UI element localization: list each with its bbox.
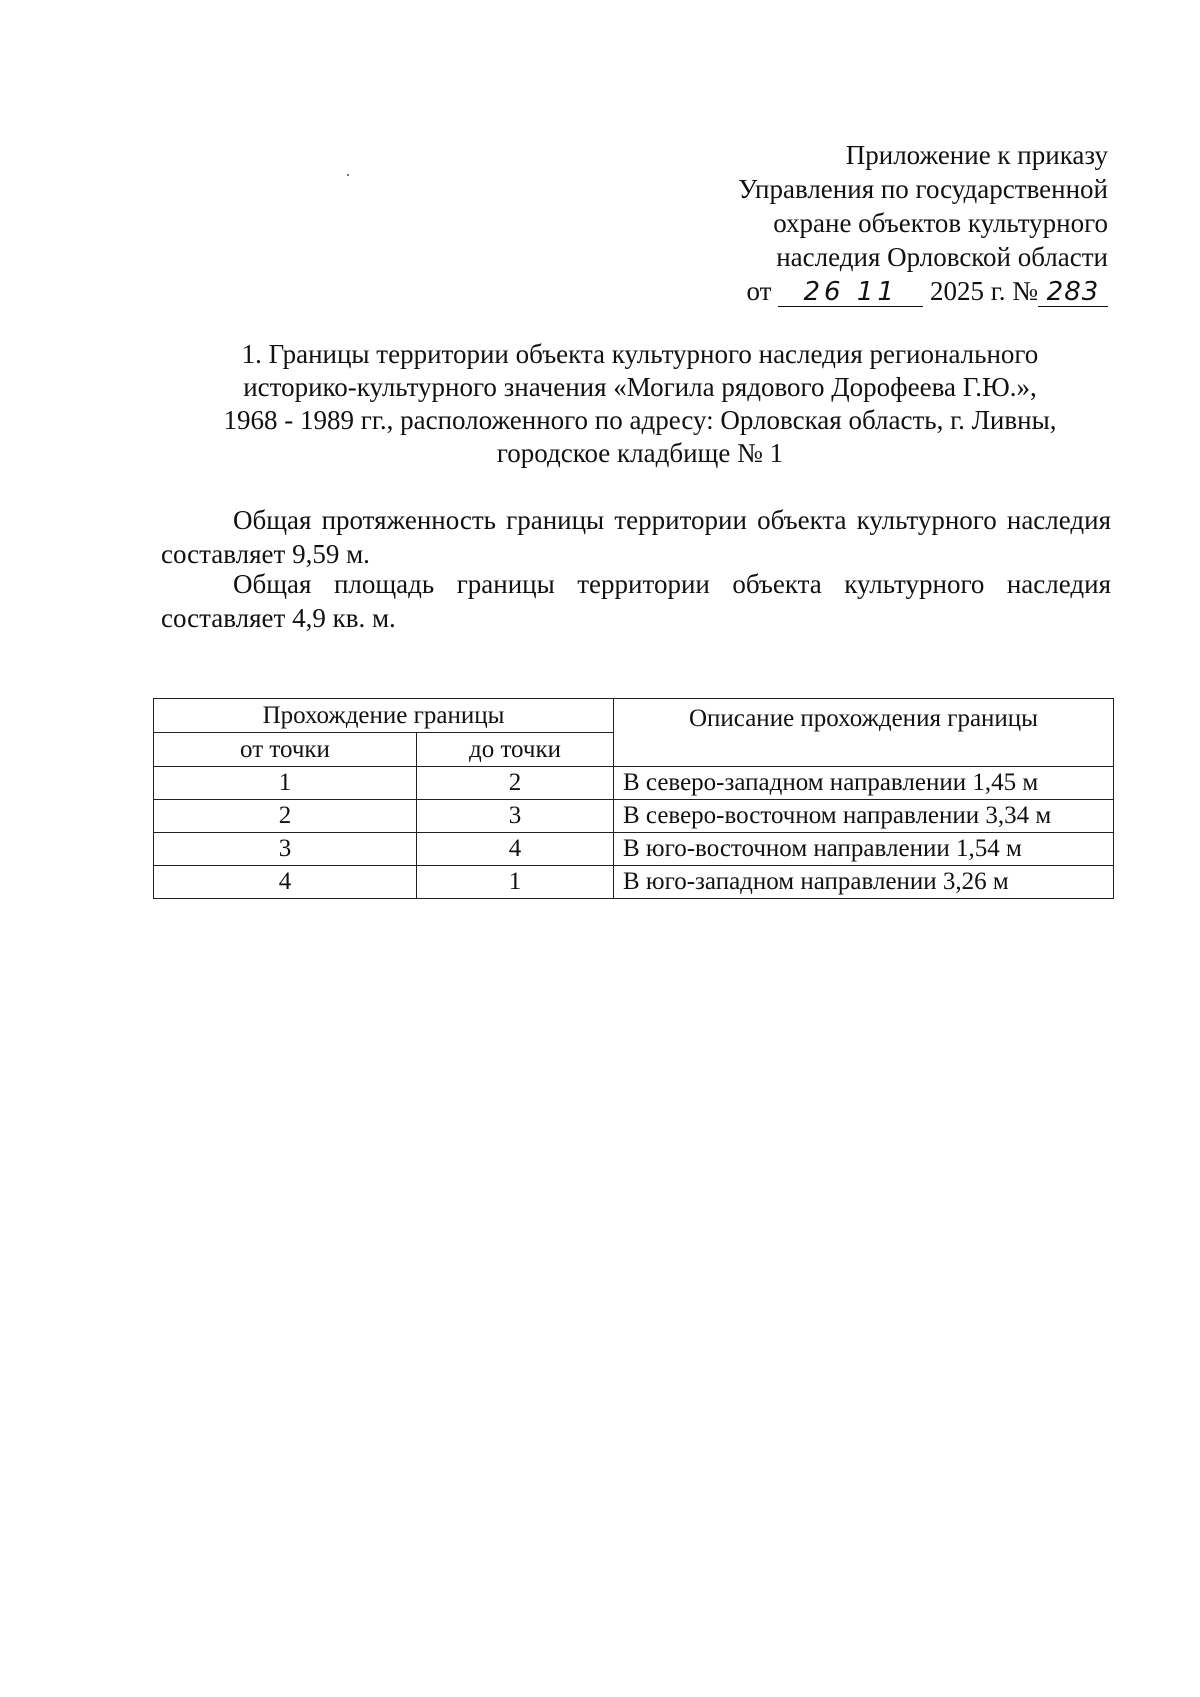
appendix-header — [688, 138, 1108, 308]
header-line: охране объектов культурного — [773, 208, 1108, 238]
description-cell: В северо-западном направлении 1,45 м — [614, 767, 1114, 800]
to-point-cell: 3 — [417, 800, 614, 833]
description-cell: В юго-восточном направлении 1,54 м — [614, 833, 1114, 866]
header-line: Приложение к приказу — [845, 140, 1108, 170]
from-point-cell: 3 — [154, 833, 417, 866]
to-point-cell: 1 — [417, 866, 614, 899]
date-prefix: от — [746, 276, 772, 306]
from-point-cell: 1 — [154, 767, 417, 800]
table-row — [154, 800, 1114, 833]
table-row — [154, 866, 1114, 899]
table-row — [154, 767, 1114, 800]
description-cell: В юго-западном направлении 3,26 м — [614, 866, 1114, 899]
handwritten-order-number: 283 — [1038, 278, 1108, 307]
header-line: Управления по государственной — [738, 174, 1108, 204]
from-point-cell: 2 — [154, 800, 417, 833]
title-line: 1. Границы территории объекта культурного наследия регионального — [241, 339, 1039, 369]
to-point-cell: 2 — [417, 767, 614, 800]
from-point-cell: 4 — [154, 866, 417, 899]
header-line: наследия Орловской области — [776, 242, 1108, 272]
handwritten-date: 26 11 — [778, 278, 923, 307]
description-cell: В северо-восточном направлении 3,34 м — [614, 800, 1114, 833]
order-date-line — [688, 274, 1108, 308]
title-line: историко-культурного значения «Могила рядового Дорофеева Г.Ю.», — [243, 372, 1037, 402]
boundary-length-paragraph: Общая протяженность границы территории объекта культурного наследия составляет 9,59 м. — [161, 505, 1111, 569]
from-point-header: от точки — [154, 733, 417, 767]
table-header-row — [154, 699, 1114, 733]
to-point-cell: 4 — [417, 833, 614, 866]
year-number-label: 2025 г. № — [929, 276, 1038, 306]
boundary-area-paragraph: Общая площадь границы территории объекта культурного наследия составляет 4,9 кв. м. — [161, 569, 1111, 633]
description-header: Описание прохождения границы — [614, 699, 1114, 767]
boundary-table — [153, 698, 1114, 899]
title-line: городское кладбище № 1 — [496, 438, 784, 468]
section-title — [160, 338, 1120, 470]
passage-header: Прохождение границы — [154, 699, 614, 733]
title-line: 1968 - 1989 гг., расположенного по адресу: Орловская область, г. Ливны, — [223, 405, 1057, 435]
to-point-header: до точки — [417, 733, 614, 767]
table-row — [154, 833, 1114, 866]
scan-speck — [347, 174, 349, 176]
